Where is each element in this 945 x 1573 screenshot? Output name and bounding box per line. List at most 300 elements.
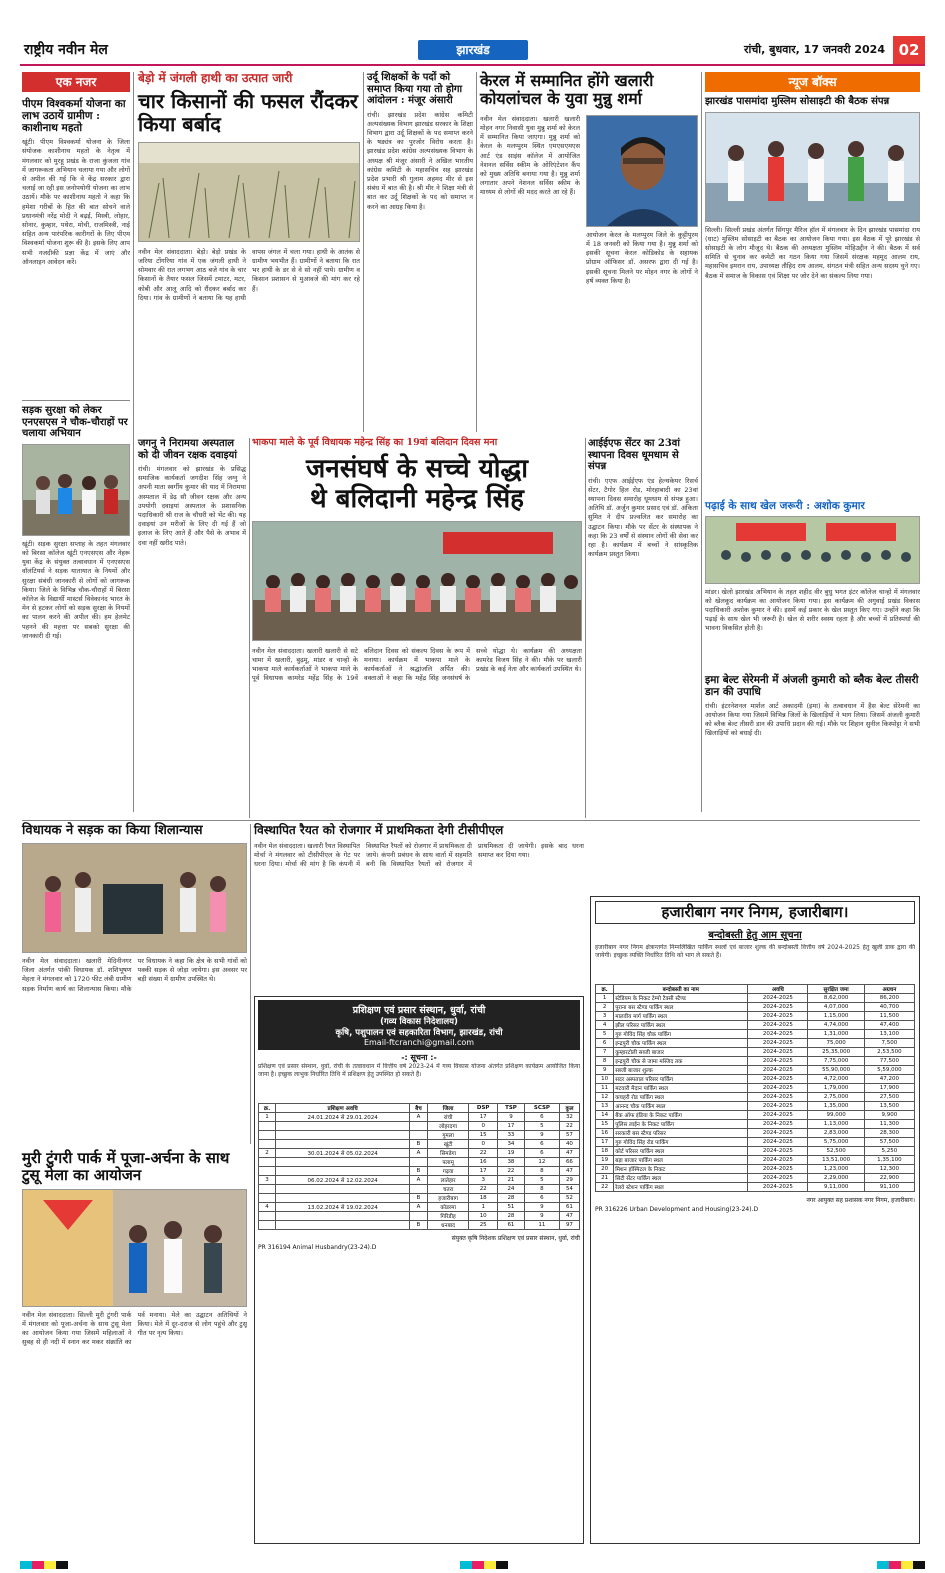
hmc-cell: 7,500 — [864, 1039, 914, 1048]
tender-cell: 21 — [497, 1176, 524, 1185]
aicf-story — [588, 438, 698, 818]
tender-row — [259, 1185, 580, 1194]
tender-cell: 5 — [524, 1122, 559, 1131]
hmc-cell: 86,200 — [864, 994, 914, 1003]
hmc-cell: 2024-2025 — [748, 1057, 808, 1066]
elephant-headline: चार किसानों की फसल रौंदकर किया बर्बाद — [138, 88, 358, 136]
kerala-body-2: आयोजन केरल के मलप्पुरम जिले के कुट्टीपुरम में 18 जनवरी को किया गया है। मुन्नु शर्मा को इसकी सूचना केरल कोडिकोड के सहायक प्रोग्राम ऑफिसर डॉ. असरफ द्वारा दी गई है। इसकी सूचना मिलने पर मोहन नगर के लोगों ने हर्ष व्यक्त किया है। — [586, 230, 698, 285]
hmc-cell: 16 — [596, 1129, 614, 1138]
mahendra-body: नवीन मेल संवाददाता। खलारी खलारी से सटे चामा में खलारी, बुढ़मू, मांडर व चान्हो के भाकपा माले कार्यकर्ताओं ने भाकपा माले के पूर्व विधायक कामरेड महेंद्र सिंह के 19वें बलिदान दिवस को संकल्प दिवस के रूप में मनाया। कार्यक्रम में भाकपा माले के कार्यकर्ताओं ने श्रद्धांजलि अर्पित की। वक्ताओं ने कहा कि महेंद्र सिंह जनसंघर्ष के सच्चे योद्धा थे। कार्यक्रम की अध्यक्षता कामरेड विजय सिंह ने की। मौके पर खलारी प्रखंड के कई नेता और कार्यकर्ता उपस्थित थे। — [252, 646, 582, 683]
tender-cell: 25 — [469, 1221, 497, 1230]
hmc-cell: 4,07,000 — [808, 1003, 864, 1012]
hmc-cell: 4 — [596, 1021, 614, 1030]
kerala-body-1: नवीन मेल संवाददाता। खलारी खलारी मोहन नगर निवासी युवा मुन्नु शर्मा को केरल में सम्मानित किया जाएगा। मुन्नु शर्मा को केरल के मलप्पुरम स्थित एमएसएमएस आर्ट एंड साइंस कॉलेज में आयोजित नेशनल सर्विस स्कीम के ओरिएंटेशन कैंप को मुख्य अतिथि बनाया गया है। मुन्नु शर्मा लगातार अपने नेशनल सर्विस स्कीम के माध्यम से लोगों की मदद करते आ रहे हैं। — [480, 114, 580, 197]
tender-notice-label: -: सूचना :- — [401, 1053, 437, 1062]
hmc-row — [596, 994, 915, 1003]
elephant-story — [138, 72, 360, 432]
tender-cell: 24 — [497, 1185, 524, 1194]
tender-cell — [410, 1212, 428, 1221]
tender-cell: 47 — [559, 1167, 579, 1176]
hmc-cell: 47,400 — [864, 1021, 914, 1030]
hmc-footer: नगर आयुक्त सह प्रशासक नगर निगम, हजारीबाग। — [806, 1197, 915, 1205]
tender-cell: A — [410, 1113, 428, 1122]
tender-cell: 54 — [559, 1185, 579, 1194]
tender-cell: 30.01.2024 से 05.02.2024 — [276, 1149, 410, 1158]
jagnu-story — [138, 438, 246, 818]
hmc-cell: मालवीय मार्ग पार्किंग स्थल — [614, 1012, 748, 1021]
tender-cell: 6 — [524, 1194, 559, 1203]
hmc-cell: 14 — [596, 1111, 614, 1120]
tender-cell: 12 — [524, 1158, 559, 1167]
hmc-header-2: अवधि — [748, 985, 808, 994]
hmc-cell: बैंक ऑफ इंडिया के निकट पार्किंग — [614, 1111, 748, 1120]
foundation-stone-photo — [22, 843, 247, 953]
section-label: झारखंड — [418, 40, 528, 60]
tender-cell: 97 — [559, 1221, 579, 1230]
hmc-cell: 15 — [596, 1120, 614, 1129]
hmc-row — [596, 1039, 915, 1048]
tender-cell: 38 — [497, 1158, 524, 1167]
hmc-cell: 5 — [596, 1030, 614, 1039]
hmc-cell: 2024-2025 — [748, 1174, 808, 1183]
hmc-cell: 2024-2025 — [748, 1165, 808, 1174]
tender-header-0: क्र. — [259, 1104, 276, 1113]
hmc-cell: सिटी सेंटर पार्किंग स्थल — [614, 1174, 748, 1183]
tender-cell — [410, 1131, 428, 1140]
hmc-cell: 5,59,000 — [864, 1066, 914, 1075]
kerala-story — [480, 72, 698, 432]
tender-cell: गढ़वा — [427, 1167, 469, 1176]
hmc-cell: पुलिस लाईन के निकट पार्किंग — [614, 1120, 748, 1129]
tender-cell — [410, 1158, 428, 1167]
hmc-cell: 1,79,000 — [808, 1084, 864, 1093]
tender-cell: B — [410, 1221, 428, 1230]
tender-cell: 6 — [524, 1140, 559, 1149]
tender-header-4: DSP — [469, 1104, 497, 1113]
mahendra-story — [252, 438, 582, 818]
tender-row — [259, 1113, 580, 1122]
hmc-cell: 20 — [596, 1165, 614, 1174]
tender-cell: B — [410, 1140, 428, 1149]
jagnu-headline: जगनु ने निरामया अस्पताल को दी जीवन रक्षक दवाइयां — [138, 438, 237, 461]
elephant-body: नवीन मेल संवाददाता। बेड़ो। बेड़ो प्रखंड के जरिया टोंगरिया गांव में एक जंगली हाथी ने सोमवार की रात लगभग आठ बजे गांव के चार किसानों के तैयार फसल जिसमें टमाटर, मटर, कोबी और आलू आदि को रौंदकर बर्बाद कर दिया। गांव के ग्रामीणों ने बताया कि यह हाथी वापस जंगल में चला गया। हाथी के आतंक से ग्रामीण भयभीत हैं। ग्रामीणों ने बताया कि रात भर हाथी के डर से वे सो नहीं पाये। ग्रामीण व किसान प्रशासन से मुआवजे की मांग कर रहे हैं। — [138, 247, 360, 302]
hmc-cell: 2024-2025 — [748, 994, 808, 1003]
hmc-row — [596, 1156, 915, 1165]
hmc-cell: 7,75,000 — [808, 1057, 864, 1066]
tender-row — [259, 1194, 580, 1203]
hmc-cell: 11 — [596, 1084, 614, 1093]
tender-row — [259, 1167, 580, 1176]
tender-cell: 0 — [469, 1140, 497, 1149]
hmc-cell: मिशन हॉस्पिटल के निकट — [614, 1165, 748, 1174]
ek-nazar-column — [22, 72, 130, 812]
hmc-cell: 9,900 — [864, 1111, 914, 1120]
tender-cell: 61 — [497, 1221, 524, 1230]
hmc-pr: PR 316226 Urban Development and Housing(23-24).D — [595, 1206, 759, 1214]
hmc-cell: 2,29,000 — [808, 1174, 864, 1183]
tender-header-6: SCSP — [524, 1104, 559, 1113]
tender-cell: 06.02.2024 से 12.02.2024 — [276, 1176, 410, 1185]
tender-cell — [410, 1122, 428, 1131]
aicf-body: रांची। एएफ आईईएफ एंड हेल्थकेयर रिसर्च सेंटर, टैगोर हिल रोड, मोरहाबादी का 23वां स्थापना दिवस समारोह धूमधाम से संपन्न हुआ। अतिथि डॉ. अर्जुन कुमार प्रसाद एवं डॉ. अंकिता सुमित ने दीप प्रज्वलित कर समारोह का उद्घाटन किया। मौके पर सेंटर के संस्थापक ने कहा कि 23 वर्षों से संस्थान लोगों की सेवा कर रहा है। कार्यक्रम में बच्चों ने सांस्कृतिक कार्यक्रम प्रस्तुत किया। — [588, 476, 698, 559]
masthead — [20, 36, 925, 66]
tender-cell: 9 — [524, 1212, 559, 1221]
tender-cell: 3 — [259, 1176, 276, 1185]
hmc-cell: 2 — [596, 1003, 614, 1012]
tender-intro: प्रशिक्षण एवं प्रसार संस्थान, धुर्वा, रांची के तत्वावधान में वित्तीय वर्ष 2023-24 में गव्य विकास योजना अंतर्गत प्रशिक्षण कार्यक्रम आयोजित किया जाना है। इच्छुक लाभुक निर्धारित तिथि में प्रशिक्षण हेतु उपस्थित हो सकते हैं। — [258, 1063, 580, 1078]
tender-cell: 6 — [524, 1149, 559, 1158]
hmc-cell: 25,35,000 — [808, 1048, 864, 1057]
hmc-cell: सरकारी बस स्टैण्ड परिसर — [614, 1129, 748, 1138]
hmc-cell: 4,74,000 — [808, 1021, 864, 1030]
tender-cell: 52 — [559, 1194, 579, 1203]
tender-cell: 24.01.2024 से 29.01.2024 — [276, 1113, 410, 1122]
settlement-table — [595, 984, 915, 1192]
tender-header-3: जिला — [427, 1104, 469, 1113]
tender-cell — [276, 1167, 410, 1176]
tender-cell: 17 — [469, 1113, 497, 1122]
hmc-cell: 1,35,100 — [864, 1156, 914, 1165]
urdu-body: रांची। झारखंड प्रदेश कांग्रेस कमिटी अल्पसंख्यक विभाग झारखंड सरकार के शिक्षा विभाग द्वारा उर्दू शिक्षकों के पद समाप्त करने के षड्यंत्र का पुरजोर विरोध करता है। झारखंड प्रदेश कांग्रेस अल्पसंख्यक विभाग के अध्यक्ष श्री मंजूर अंसारी ने अखिल भारतीय कांग्रेस कमिटी के महासचिव सह झारखंड प्रदेश प्रभारी श्री गुलाम अहमद मीर से इस संबंध में बात की है। श्री मीर ने शिक्षा मंत्री से बात कर उर्दू शिक्षकों के पद को समाप्त न करने का आग्रह किया है। — [367, 110, 473, 211]
hmc-row — [596, 1165, 915, 1174]
hmc-cell: 1,31,000 — [808, 1030, 864, 1039]
tender-cell: 34 — [497, 1140, 524, 1149]
hmc-cell: 8,62,000 — [808, 994, 864, 1003]
tender-cell: 47 — [559, 1212, 579, 1221]
hmc-cell: कचहरी रोड पार्किंग स्थल — [614, 1093, 748, 1102]
kerala-headline: केरल में सम्मानित होंगे खलारी कोयलांचल के युवा मुन्नु शर्मा — [480, 71, 654, 109]
hmc-row — [596, 1174, 915, 1183]
tender-cell — [259, 1167, 276, 1176]
tender-cell: 51 — [497, 1203, 524, 1212]
hmc-row — [596, 1084, 915, 1093]
hmc-cell: 5,75,000 — [808, 1138, 864, 1147]
hmc-cell: रेलवे स्टेशन पार्किंग स्थल — [614, 1183, 748, 1192]
tender-email: Email-ftcranchi@gmail.com — [363, 1038, 475, 1047]
tender-header-2: बैच — [410, 1104, 428, 1113]
tusu-mela-photo — [22, 1189, 247, 1307]
hmc-cell: 2024-2025 — [748, 1012, 808, 1021]
hmc-cell: 77,500 — [864, 1057, 914, 1066]
mahendra-kicker: भाकपा माले के पूर्व विधायक महेन्द्र सिंह का 19वां बलिदान दिवस मना — [252, 437, 498, 448]
tender-pr: PR 316194 Animal Husbandry(23-24).D — [258, 1244, 377, 1251]
tender-cell: 2 — [259, 1149, 276, 1158]
tender-cell: 19 — [497, 1149, 524, 1158]
tender-cell: 28 — [497, 1212, 524, 1221]
news-box-headline-3: इमा बेल्ट सेरेमनी में अंजली कुमारी को ब्लैक बेल्ट तीसरी डान की उपाधि — [705, 673, 919, 698]
tender-row — [259, 1203, 580, 1212]
hmc-cell: 47,200 — [864, 1075, 914, 1084]
hmc-row — [596, 1093, 915, 1102]
vidhayak-story — [22, 824, 247, 1144]
tender-cell — [259, 1158, 276, 1167]
hmc-cell: 2024-2025 — [748, 1030, 808, 1039]
hmc-row — [596, 1057, 915, 1066]
hmc-cell: 99,000 — [808, 1111, 864, 1120]
hmc-row — [596, 1129, 915, 1138]
tender-cell: 10 — [469, 1212, 497, 1221]
urdu-story — [367, 72, 473, 432]
tender-cell — [259, 1212, 276, 1221]
tender-row — [259, 1122, 580, 1131]
hmc-cell: 6 — [596, 1039, 614, 1048]
tender-cell: 40 — [559, 1140, 579, 1149]
tender-cell: हजारीबाग — [427, 1194, 469, 1203]
hmc-cell: 1,23,000 — [808, 1165, 864, 1174]
tender-cell: 6 — [524, 1113, 559, 1122]
hmc-cell: 13,100 — [864, 1030, 914, 1039]
tender-cell — [410, 1185, 428, 1194]
tender-cell: 17 — [469, 1167, 497, 1176]
date-line: रांची, बुधवार, 17 जनवरी 2024 — [743, 43, 885, 56]
hmc-row — [596, 1138, 915, 1147]
tender-cell: 3 — [469, 1176, 497, 1185]
muri-body: नवीन मेल संवाददाता। सिल्ली मुरी टुंगरी पार्क में मंगलवार को पूजा-अर्चना के साथ टुसू मेला का आयोजन किया गया जिसमें महिलाओं ने सुबह से ही नदी में स्नान कर मकर संक्रांति का पर्व मनाया। मेले का उद्घाटन अतिथियों ने किया। मेले में दूर-दराज से लोग पहुंचे और टुसू गीत पर नृत्य किया। — [22, 1310, 247, 1347]
tender-cell: 1 — [469, 1203, 497, 1212]
hmc-cell: 1,35,000 — [808, 1102, 864, 1111]
hmc-cell: 11,500 — [864, 1012, 914, 1021]
hmc-cell: 75,000 — [808, 1039, 864, 1048]
muri-story — [22, 1150, 247, 1545]
visthapit-body: नवीन मेल संवाददाता। खलारी रैयत विस्थापित मोर्चा ने मंगलवार को टीसीपीएल के गेट पर धरना दिया। मोर्चा की मांग है कि कंपनी में विस्थापित रैयतों को रोजगार में प्राथमिकता दी जाये। कंपनी प्रबंधन के साथ वार्ता में सहमति बनी कि विस्थापित रैयतों को रोजगार में प्राथमिकता दी जायेगी। इसके बाद धरना समाप्त कर दिया गया। — [254, 841, 584, 869]
ek-nazar-body-2: खूंटी। सड़क सुरक्षा सप्ताह के तहत मंगलवार को बिरसा कॉलेज खूंटी एनएसएस और नेहरू युवा केंद्र के संयुक्त तत्वावधान में एनएसएस वॉलंटियर्स ने सड़क यातायात के नियमों और सुरक्षा संबंधी जानकारी से लोगों को जागरूक किया। जिले के विभिन्न चौक-चौराहों में बिरसा कॉलेज के विद्यार्थी मास्टर्स विवेकानंद भारत के मेन से हटकर लोगों को सड़क सुरक्षा के नियमों का पालन करने की अपील की। हम हेलमेट पहनने की महत्ता पर सबको सुरक्षा की जानकारी दी गई। — [22, 539, 130, 640]
hmc-cell: 2024-2025 — [748, 1093, 808, 1102]
tender-row — [259, 1221, 580, 1230]
tender-cell — [276, 1194, 410, 1203]
hmc-cell: 2024-2025 — [748, 1156, 808, 1165]
tender-cell: 22 — [469, 1149, 497, 1158]
hmc-header-1: बन्दोबस्ती का नाम — [614, 985, 748, 994]
tender-row — [259, 1158, 580, 1167]
hmc-cell: 2,83,000 — [808, 1129, 864, 1138]
tender-row — [259, 1131, 580, 1140]
tender-cell: A — [410, 1203, 428, 1212]
hmc-intro: हजारीबाग नगर निगम क्षेत्रान्तर्गत निम्नलिखित पार्किंग स्थलों एवं बाजार शुल्क की बन्दोबस्ती वित्तीय वर्ष 2024-2025 हेतु खुली डाक द्वारा की जायेगी। इच्छुक व्यक्ति निर्धारित तिथि को भाग ले सकते हैं। — [595, 944, 915, 960]
tender-cell — [259, 1140, 276, 1149]
training-schedule-table — [258, 1103, 580, 1230]
hmc-cell: 9,11,000 — [808, 1183, 864, 1192]
hmc-cell: 7 — [596, 1048, 614, 1057]
tender-cell: 15 — [469, 1131, 497, 1140]
tender-header-1: प्रशिक्षण अवधि — [276, 1104, 410, 1113]
road-safety-photo — [22, 444, 130, 536]
tender-cell: लातेहार — [427, 1176, 469, 1185]
hmc-cell: 2024-2025 — [748, 1021, 808, 1030]
tender-cell: 28 — [497, 1194, 524, 1203]
aicf-headline: आईईएफ सेंटर का 23वां स्थापना दिवस धूमधाम से संपन्न — [588, 438, 680, 472]
tender-cell: रांची — [427, 1113, 469, 1122]
hmc-row — [596, 1120, 915, 1129]
hmc-row — [596, 1021, 915, 1030]
tender-cell: खूंटी — [427, 1140, 469, 1149]
tender-cell — [276, 1158, 410, 1167]
hmc-row — [596, 1075, 915, 1084]
hmc-cell: 12,300 — [864, 1165, 914, 1174]
tender-cell — [276, 1185, 410, 1194]
tender-cell: B — [410, 1167, 428, 1176]
news-box-body-1: सिल्ली। सिल्ली प्रखंड अंतर्गत सिंगपुर मैरिज हॉल में मंगलवार के दिन झारखंड पासमांदा राय (धाट) मुस्लिम सोसाइटी का बैठक का आयोजन किया गया। इस बैठक में पूरे झारखंड से सोसाइटी के लोग मौजूद थे। बैठक की अध्यक्षता मुस्लिम मोहिउद्दीन ने की। बैठक में सर्व समिति से चुनाव कर कमेटी का गठन किया गया जिसमें संरक्षक महमूद आलम राय, महासचिव इमरान राय, उपाध्यक्ष तौहिद राय आलम, संगठन मंत्री सहित अन्य सदस्य चुने गए। बैठक में समाज के विकास एवं शिक्षा पर जोर देने का संकल्प लिया गया। — [705, 225, 920, 280]
hmc-cell: 10 — [596, 1075, 614, 1084]
hmc-subtitle: बन्दोबस्ती हेतु आम सूचना — [708, 930, 802, 942]
hmc-cell: 55,90,000 — [808, 1066, 864, 1075]
page-number: 02 — [893, 36, 925, 64]
tender-cell: B — [410, 1194, 428, 1203]
hmc-cell: 1 — [596, 994, 614, 1003]
tender-header-7: कुल — [559, 1104, 579, 1113]
tender-cell: 1 — [259, 1113, 276, 1122]
tender-org-line-3: कृषि, पशुपालन एवं सहकारिता विभाग, झारखंड, रांची — [335, 1028, 503, 1038]
hmc-cell: 12 — [596, 1093, 614, 1102]
tender-cell: 4 — [259, 1203, 276, 1212]
news-box-body-3: रांची। इंटरनेशनल मार्शल आर्ट अकादमी (इमा) के तत्वावधान में हैस बेल्ट सेरेमनी का आयोजन किया गया जिसमें विभिन्न जिलों के खिलाड़ियों ने भाग लिया। जिसमें अंजली कुमारी को ब्लैक बेल्ट तीसरी डान की उपाधि प्रदान की गई। मौके पर शिहान सुनील किस्पोट्टा ने सभी खिलाड़ियों को बधाई दी। — [705, 701, 920, 738]
hmc-cell: 1,13,000 — [808, 1120, 864, 1129]
tender-cell — [276, 1122, 410, 1131]
hmc-cell: 2024-2025 — [748, 1039, 808, 1048]
hmc-cell: 27,500 — [864, 1093, 914, 1102]
hmc-cell: 40,700 — [864, 1003, 914, 1012]
vidhayak-headline: विधायक ने सड़क का किया शिलान्यास — [22, 823, 203, 838]
hmc-row — [596, 1030, 915, 1039]
tender-cell: कोडरमा — [427, 1203, 469, 1212]
visthapit-headline: विस्थापित रैयत को रोजगार में प्राथमिकता देगी टीसीपीएल — [254, 823, 504, 837]
hmc-cell: 2024-2025 — [748, 1048, 808, 1057]
tender-cell: 8 — [524, 1185, 559, 1194]
hmc-cell: 5,250 — [864, 1147, 914, 1156]
tender-header-5: TSP — [497, 1104, 524, 1113]
tender-cell: 61 — [559, 1203, 579, 1212]
hmc-cell: इन्द्रपुरी चौक से जामा मस्जिद तक — [614, 1057, 748, 1066]
vidhayak-body: नवीन मेल संवाददाता। खलारी मेदिनीनगर जिला अंतर्गत पांकी विधायक डॉ. शशिभूषण मेहता ने मंगलवार को 1720 फीट लंबी ग्रामीण सड़क निर्माण कार्य का शिलान्यास किया। मौके पर विधायक ने कहा कि क्षेत्र के सभी गांवों को पक्की सड़क से जोड़ा जायेगा। इस अवसर पर बड़ी संख्या में ग्रामीण उपस्थित थे। — [22, 956, 247, 993]
tender-row — [259, 1140, 580, 1149]
hmc-row — [596, 1183, 915, 1192]
hmc-cell: 2024-2025 — [748, 1003, 808, 1012]
tender-cell: 5 — [524, 1176, 559, 1185]
hmc-cell: 11,300 — [864, 1120, 914, 1129]
tender-cell: पलामू — [427, 1158, 469, 1167]
tender-signature: संयुक्त कृषि निदेशक प्रशिक्षण एवं प्रसार संस्थान, धुर्वा, रांची — [451, 1235, 580, 1242]
hmc-cell: 17 — [596, 1138, 614, 1147]
hmc-cell: 22 — [596, 1183, 614, 1192]
hmc-cell: 3 — [596, 1012, 614, 1021]
tender-row — [259, 1176, 580, 1185]
mahendra-headline-line-2: थे बलिदानी महेन्द्र सिंह — [310, 483, 524, 514]
hmc-cell: 57,500 — [864, 1138, 914, 1147]
hmc-cell: 2024-2025 — [748, 1075, 808, 1084]
hmc-cell: 21 — [596, 1174, 614, 1183]
hmc-cell: कुम्हारटोली सब्जी बाजार — [614, 1048, 748, 1057]
hmc-cell: 2024-2025 — [748, 1102, 808, 1111]
hmc-cell: 91,100 — [864, 1183, 914, 1192]
society-meeting-photo — [705, 112, 920, 222]
tender-cell: 16 — [469, 1158, 497, 1167]
hmc-cell: 13,51,000 — [808, 1156, 864, 1165]
hmc-header-4: अग्रधन — [864, 985, 914, 994]
tender-cell — [276, 1140, 410, 1149]
tender-cell: 33 — [497, 1131, 524, 1140]
hmc-cell: 22,900 — [864, 1174, 914, 1183]
ek-nazar-headline-2: सड़क सुरक्षा को लेकर एनएसएस ने चौक-चौराहों पर चलाया अभियान — [22, 405, 128, 440]
tender-cell: 66 — [559, 1158, 579, 1167]
urdu-headline: उर्दू शिक्षकों के पदों को समाप्त किया गया तो होगा आंदोलन : मंजूर अंसारी — [367, 72, 463, 106]
hmc-cell: 4,72,000 — [808, 1075, 864, 1084]
paper-name: राष्ट्रीय नवीन मेल — [24, 42, 108, 58]
hmc-header-3: सुरक्षित जमा — [808, 985, 864, 994]
mahendra-headline-line-1: जनसंघर्ष के सच्चे योद्धा — [305, 453, 529, 484]
hmc-title: हजारीबाग नगर निगम, हजारीबाग। — [595, 901, 915, 924]
tender-cell — [276, 1221, 410, 1230]
tender-cell: 22 — [559, 1122, 579, 1131]
hmc-header-0: क्र. — [596, 985, 614, 994]
hmc-cell: 2,53,500 — [864, 1048, 914, 1057]
hmc-row — [596, 1003, 915, 1012]
hmc-cell: सदर अस्पताल परिसर पार्किंग — [614, 1075, 748, 1084]
ek-nazar-body-1: खूंटी। पीएम विश्वकर्मा योजना के जिला संयोजक काशीनाथ महतो के नेतृत्व में मंगलवार को मुरहू प्रखंड के राजा कुंजला गांव में जागरूकता अभियान चलाया गया और लोगों से अपील की गई कि वे केंद्र सरकार द्वारा चलाई जा रही इस जनोपयोगी योजना का लाभ उठायें। मौके पर काशीनाथ महतो ने कहा कि हमेशा गरीबों के हित की बात सोचने वाले प्रधानमंत्री नरेंद्र मोदी ने बढ़ई, मिस्त्री, लोहार, सोनार, कुम्हार, पथेरा, मोची, राजमिस्त्री, नाई सहित अन्य पारंपरिक कारीगरों के लिए पीएम विश्वकर्मा योजना शुरू की है। इसके लिए आप सभी नजदीकी प्रज्ञा केंद्र में जाएं और ऑनलाइन आवेदन करें। — [22, 138, 130, 266]
hmc-row — [596, 1066, 915, 1075]
tender-cell: धनबाद — [427, 1221, 469, 1230]
news-box-headline-2: पढ़ाई के साथ खेल जरूरी : अशोक कुमार — [705, 499, 865, 512]
hmc-row — [596, 1048, 915, 1057]
hmc-cell: कोर्ट परिसर पार्किंग स्थल — [614, 1147, 748, 1156]
tender-cell: लोहरदगा — [427, 1122, 469, 1131]
news-box-body-2: मांडर। खेलो झारखंड अभियान के तहत शहीद वीर बुधु भगत इंटर कॉलेज चान्हो में मंगलवार को खेलकूद कार्यक्रम का आयोजन किया गया। इस कार्यक्रम की अगुवाई प्रखंड विकास पदाधिकारी अशोक कुमार ने की। इसमें कई प्रकार के खेल प्रस्तुत किए गए। उन्होंने कहा कि पढ़ाई के साथ खेल भी जरूरी है। खेल से शरीर स्वस्थ रहता है और बच्चों में प्रतिस्पर्धा की भावना विकसित होती है। — [705, 587, 920, 633]
hmc-cell: 19 — [596, 1156, 614, 1165]
news-box-headline-1: झारखंड पासमांदा मुस्लिम सोसाइटी की बैठक संपन्न — [705, 96, 890, 107]
tender-cell: 9 — [524, 1203, 559, 1212]
hmc-cell: 2024-2025 — [748, 1066, 808, 1075]
sports-event-photo — [705, 516, 920, 584]
tender-cell: 22 — [469, 1185, 497, 1194]
tender-cell: 9 — [524, 1131, 559, 1140]
tender-cell — [259, 1194, 276, 1203]
hmc-cell: बड़ा बाजार पार्किंग स्थल — [614, 1156, 748, 1165]
tender-org-line-2: (गव्य विकास निदेशालय) — [380, 1017, 458, 1027]
tender-cell: 11 — [524, 1221, 559, 1230]
tender-cell — [259, 1221, 276, 1230]
tender-cell: 57 — [559, 1131, 579, 1140]
hmc-notice — [590, 896, 920, 1544]
tender-cell: चतरा — [427, 1185, 469, 1194]
hmc-cell: स्टेडियम के निकट टेम्पो टैक्सी स्टैण्ड — [614, 994, 748, 1003]
hmc-cell: 2024-2025 — [748, 1183, 808, 1192]
tender-cell: 13.02.2024 से 19.02.2024 — [276, 1203, 410, 1212]
crop-field-photo — [138, 142, 360, 242]
tender-cell — [259, 1122, 276, 1131]
tender-cell: A — [410, 1149, 428, 1158]
news-box-label: न्यूज बॉक्स — [705, 72, 920, 92]
hmc-cell: इन्द्रपुरी चौक पार्किंग स्थल — [614, 1039, 748, 1048]
color-registration-bar — [20, 1554, 925, 1562]
tender-cell — [276, 1212, 410, 1221]
tender-cell: गुमला — [427, 1131, 469, 1140]
tender-cell: सिमडेगा — [427, 1149, 469, 1158]
hmc-cell: 9 — [596, 1066, 614, 1075]
hmc-cell: पुराना बस स्टैण्ड पार्किंग स्थल — [614, 1003, 748, 1012]
hmc-cell: मटवारी मैदान पार्किंग स्थल — [614, 1084, 748, 1093]
tribute-gathering-photo — [252, 521, 582, 641]
jagnu-body: रांची। मंगलवार को झारखंड के प्रसिद्ध समाजिक कार्यकर्ता जगदीश सिंह जग्नु ने अपनी माता स्वर्गीय कुमार की याद में निरामया अस्पताल में डेढ़ सौ जीवन रक्षक और अन्य उपयोगी दवाइयां अस्पताल के प्रशासनिक पदाधिकारी श्री राज के चौधरी को भेंट की। यह दवाइयां उन मरीजों के लिए दी गई हैं जो इलाज के लिए आते हैं और पैसे के अभाव में दवा नहीं खरीद पाते। — [138, 465, 246, 547]
tender-org-line-1: प्रशिक्षण एवं प्रसार संस्थान, धुर्वा, रांची — [352, 1005, 486, 1016]
training-notice — [254, 996, 584, 1544]
tender-cell: 47 — [559, 1149, 579, 1158]
hmc-cell: 2024-2025 — [748, 1111, 808, 1120]
tender-cell: 29 — [559, 1176, 579, 1185]
tender-cell: 22 — [497, 1167, 524, 1176]
tender-cell: 9 — [497, 1113, 524, 1122]
hmc-cell: 2,75,000 — [808, 1093, 864, 1102]
hmc-cell: 52,500 — [808, 1147, 864, 1156]
hmc-cell: 2024-2025 — [748, 1138, 808, 1147]
tender-cell — [259, 1185, 276, 1194]
